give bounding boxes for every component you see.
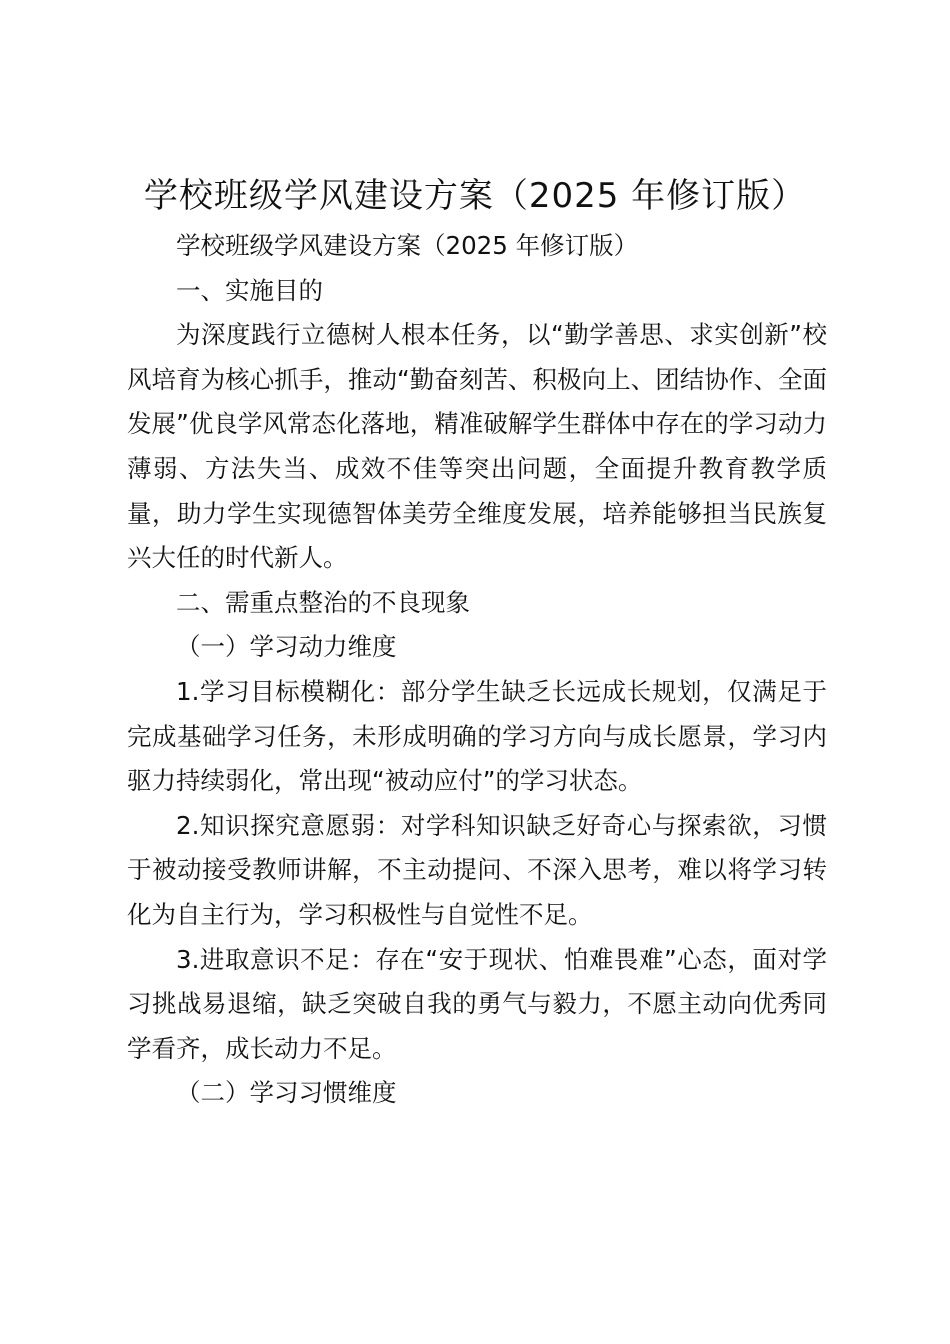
paragraph-subtitle: 学校班级学风建设方案（2025 年修订版）: [176, 231, 639, 260]
heading-section-2: 二、需重点整治的不良现象: [176, 587, 470, 617]
paragraph-item-2: 2.知识探究意愿弱：对学科知识缺乏好奇心与探索欲，习惯于被动接受教师讲解，不主动提问、不深入思考，难以将学习转化为自主行为，学习积极性与自觉性不足。: [127, 810, 827, 929]
subheading-habits: （二）学习习惯维度: [176, 1078, 397, 1108]
heading-section-1: 一、实施目的: [176, 275, 323, 305]
document-body: [127, 224, 827, 1116]
paragraph-item-1: 1.学习目标模糊化：部分学生缺乏长远成长规划，仅满足于完成基础学习任务，未形成明确的学习方向与成长愿景，学习内驱力持续弱化，常出现“被动应付”的学习状态。: [127, 676, 827, 796]
document-title: 学校班级学风建设方案（2025 年修订版）: [143, 176, 807, 216]
subheading-motivation: （一）学习动力维度: [176, 632, 397, 662]
paragraph-item-3: 3.进取意识不足：存在“安于现状、怕难畏难”心态，面对学习挑战易退缩，缺乏突破自我的勇气与毅力，不愿主动向优秀同学看齐，成长动力不足。: [127, 944, 827, 1063]
paragraph-purpose: 为深度践行立德树人根本任务，以“勤学善思、求实创新”校风培育为核心抓手，推动“勤奋刻苦、积极向上、团结协作、全面发展”优良学风常态化落地，精准破解学生群体中存在的学习动力薄弱、方法失当、成效不佳等突出问题，全面提升教育教学质量，助力学生实现德智体美劳全维度发展，培养能够担当民族复兴大任的时代新人。: [127, 320, 827, 573]
